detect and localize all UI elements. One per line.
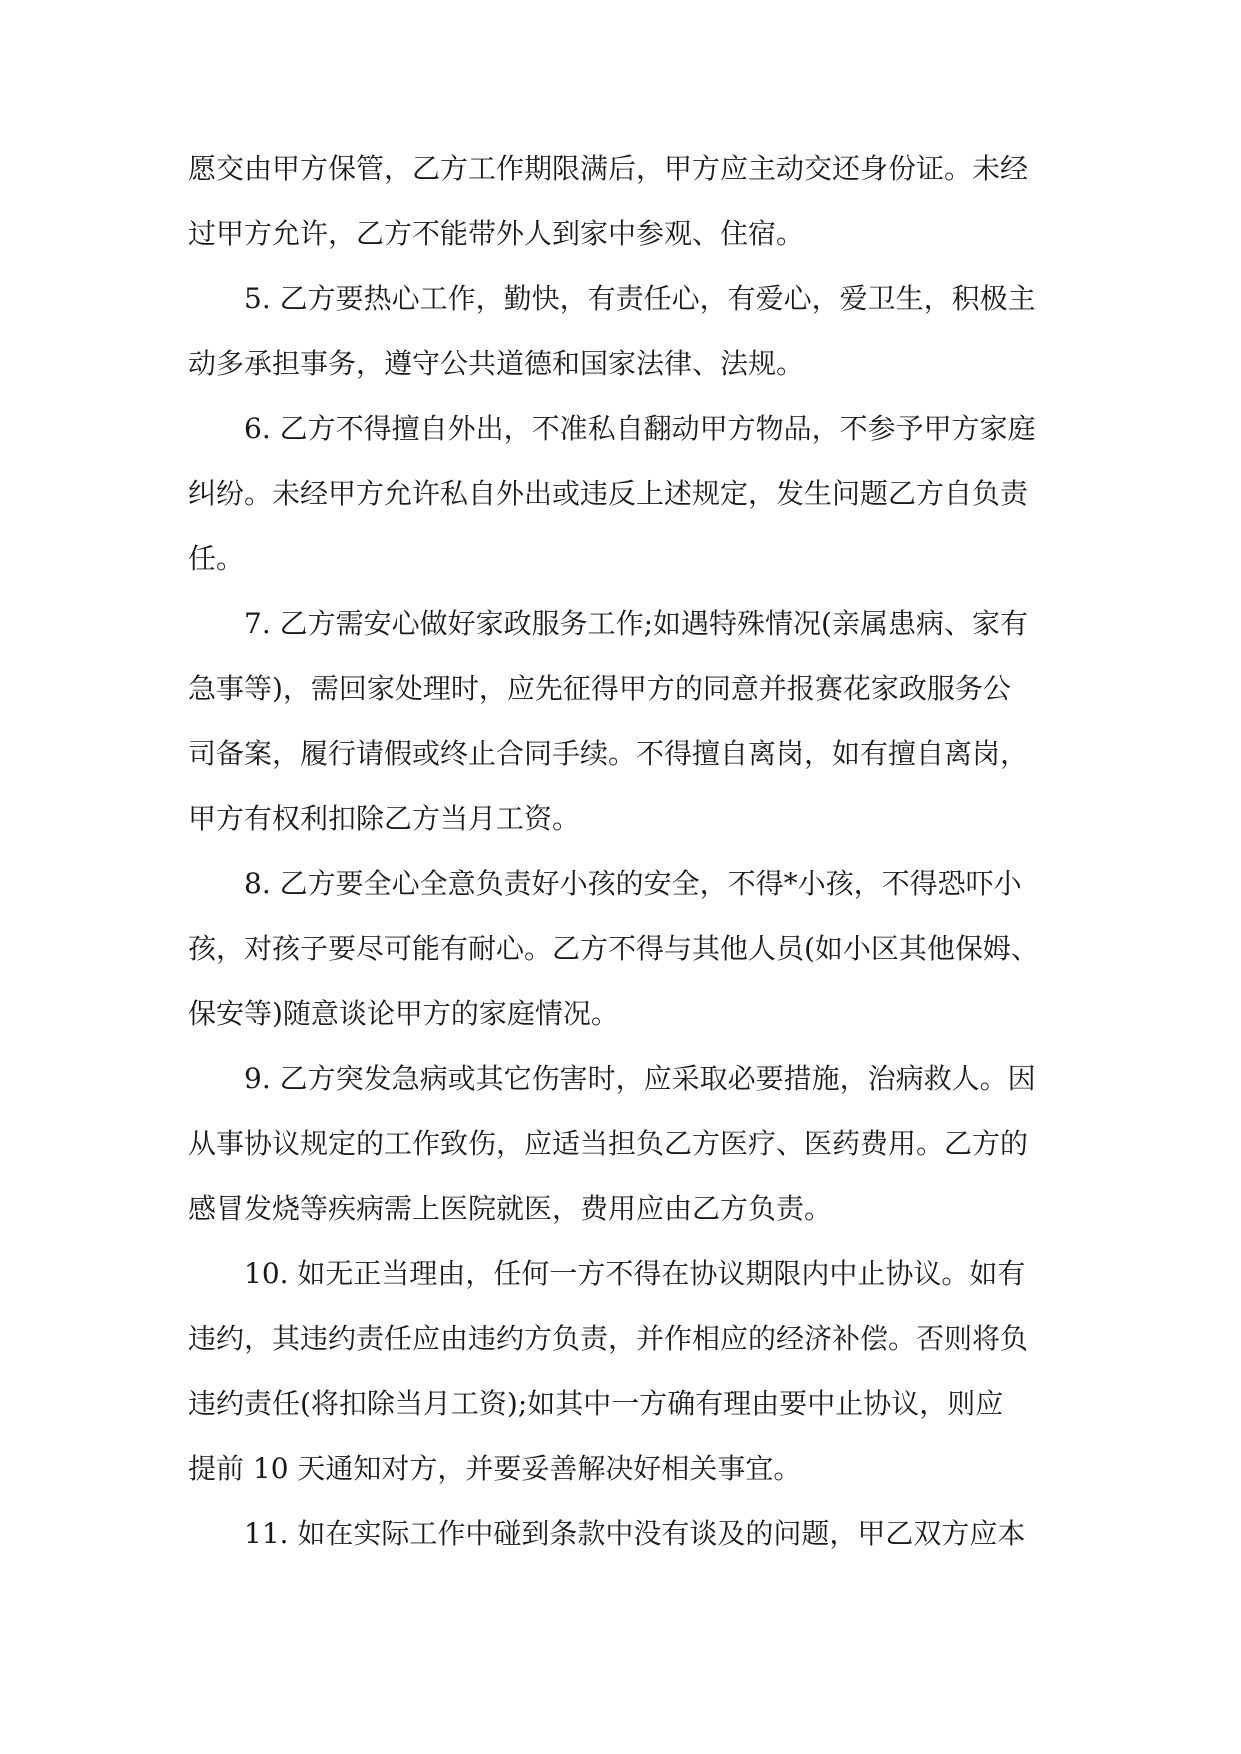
text-line: 从事协议规定的工作致伤，应适当担负乙方医疗、医药费用。乙方的 — [188, 1127, 1029, 1160]
clause-10-line: 10. 如无正当理由，任何一方不得在协议期限内中止协议。如有 — [244, 1257, 1026, 1290]
clause-9-line: 9. 乙方突发急病或其它伤害时，应采取必要措施，治病救人。因 — [244, 1062, 1036, 1095]
text-line: 孩，对孩子要尽可能有耐心。乙方不得与其他人员(如小区其他保姆、 — [188, 932, 1039, 965]
text-line: 愿交由甲方保管，乙方工作期限满后，甲方应主动交还身份证。未经 — [188, 152, 1029, 185]
text-line: 提前 10 天通知对方，并要妥善解决好相关事宜。 — [188, 1452, 802, 1485]
text-line: 急事等)，需回家处理时，应先征得甲方的同意并报赛花家政服务公 — [188, 672, 1011, 705]
text-line: 感冒发烧等疾病需上医院就医，费用应由乙方负责。 — [188, 1192, 833, 1225]
text-line: 违约，其违约责任应由违约方负责，并作相应的经济补偿。否则将负 — [188, 1322, 1029, 1355]
clause-11-line: 11. 如在实际工作中碰到条款中没有谈及的问题，甲乙双方应本 — [244, 1517, 1026, 1550]
text-line: 过甲方允许，乙方不能带外人到家中参观、住宿。 — [188, 217, 805, 250]
document-body — [188, 152, 1068, 1582]
text-line: 动多承担事务，遵守公共道德和国家法律、法规。 — [188, 347, 805, 380]
clause-6-line: 6. 乙方不得擅自外出，不准私自翻动甲方物品，不参予甲方家庭 — [244, 412, 1036, 445]
text-line: 纠纷。未经甲方允许私自外出或违反上述规定，发生问题乙方自负责 — [188, 477, 1029, 510]
clause-5-line: 5. 乙方要热心工作，勤快，有责任心，有爱心，爱卫生，积极主 — [244, 282, 1036, 315]
text-line: 违约责任(将扣除当月工资);如其中一方确有理由要中止协议，则应 — [188, 1387, 1004, 1420]
clause-8-line: 8. 乙方要全心全意负责好小孩的安全，不得*小孩，不得恐吓小 — [244, 867, 1022, 900]
text-line: 保安等)随意谈论甲方的家庭情况。 — [188, 997, 619, 1030]
text-line: 司备案，履行请假或终止合同手续。不得擅自离岗，如有擅自离岗， — [188, 737, 1029, 770]
text-line: 任。 — [188, 542, 245, 575]
clause-7-line: 7. 乙方需安心做好家政服务工作;如遇特殊情况(亲属患病、家有 — [244, 607, 1028, 640]
text-line: 甲方有权利扣除乙方当月工资。 — [188, 802, 581, 835]
